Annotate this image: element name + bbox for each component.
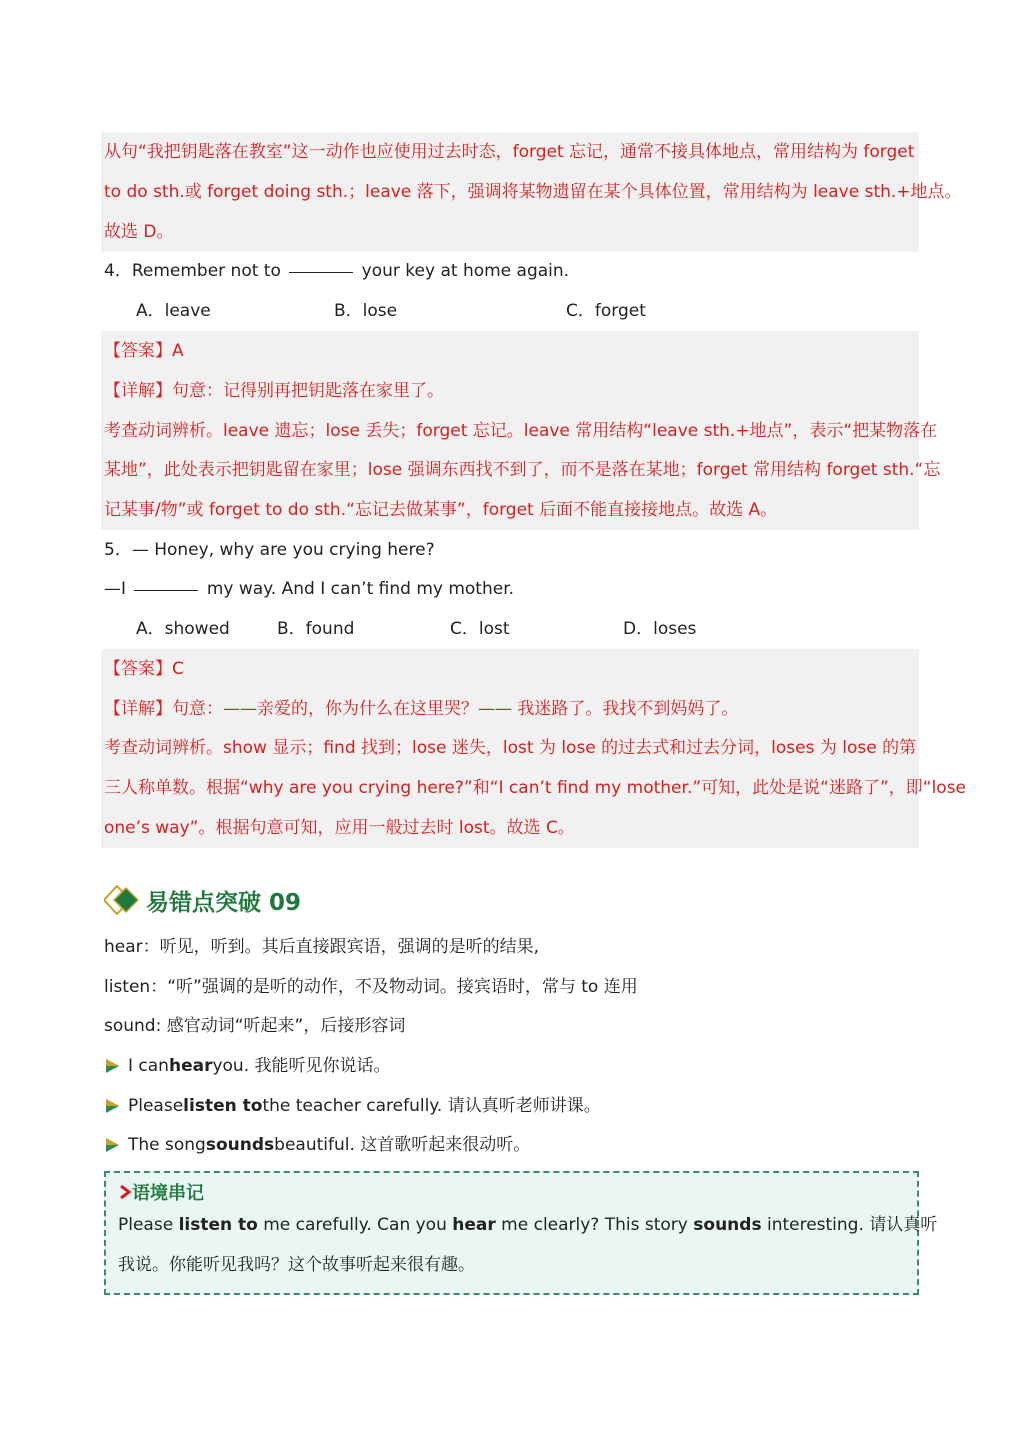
example-item [104, 1046, 391, 1086]
context-text: interesting. 请认真听 [761, 1215, 938, 1235]
context-text: me carefully. Can you [257, 1215, 453, 1235]
option-b: B．lose [334, 301, 398, 321]
option-c: C．lost [450, 619, 510, 639]
answer-blank [134, 589, 198, 591]
detail-label: 【详解】句意：记得别再把钥匙落在家里了。 [104, 381, 444, 401]
stem-text: my way. And I can’t find my mother. [206, 579, 515, 599]
explanation-line: 三人称单数。根据“why are you crying here?”和“I can’t find my mother.”可知，此处是说“迷路了”，即“lose [104, 778, 967, 798]
prev-explanation-line: to do sth.或 forget doing sth.；leave 落下，强调将某物遗留在某个具体位置，常用结构为 leave sth.+地点。 [104, 182, 962, 202]
triangle-bullet-icon [104, 1058, 120, 1074]
stem-text: your key at home again. [361, 261, 570, 281]
keyword: sounds [693, 1215, 762, 1235]
keyword: listen to [183, 1096, 263, 1116]
question-4-stem [104, 251, 569, 291]
option-d: D．loses [623, 619, 697, 639]
triangle-bullet-icon [104, 1098, 120, 1114]
definition-hear: hear：听见，听到。其后直接跟宾语，强调的是听的结果, [104, 937, 540, 957]
question-5-response [104, 569, 514, 609]
context-sentence-translation: 我说。你能听见我吗？这个故事听起来很有趣。 [118, 1255, 475, 1275]
stem-text: —I [104, 579, 127, 599]
example-text: Please [128, 1096, 184, 1116]
context-text: Please [118, 1215, 179, 1235]
keyword: listen to [178, 1215, 258, 1235]
option-a: A．leave [136, 301, 211, 321]
keyword: sounds [205, 1135, 275, 1155]
example-text: you. 我能听见你说话。 [212, 1056, 391, 1076]
keyword: hear [168, 1056, 213, 1076]
answer-label: 【答案】C [104, 659, 184, 679]
section-title: 易错点突破 09 [146, 889, 302, 916]
detail-label: 【详解】句意：——亲爱的，你为什么在这里哭？—— 我迷路了。我找不到妈妈了。 [104, 699, 739, 719]
keyword: hear [452, 1215, 496, 1235]
question-5-stem: 5．— Honey, why are you crying here? [104, 540, 435, 560]
option-b: B．found [277, 619, 355, 639]
answer-blank [289, 271, 353, 273]
example-text: the teacher carefully. 请认真听老师讲课。 [262, 1096, 601, 1116]
diamond-icon [104, 885, 140, 915]
prev-explanation-line: 故选 D。 [104, 222, 174, 242]
section-heading [104, 880, 301, 920]
example-text: The song [128, 1135, 206, 1155]
context-memory-box [104, 1171, 938, 1295]
context-text: me clearly? This story [495, 1215, 694, 1235]
context-box-heading [118, 1179, 204, 1205]
example-text: beautiful. 这首歌听起来很动听。 [274, 1135, 531, 1155]
context-box-title: 语境串记 [132, 1183, 204, 1204]
answer-label: 【答案】A [104, 341, 184, 361]
example-item [104, 1125, 530, 1165]
option-a: A．showed [136, 619, 230, 639]
prev-explanation-line: 从句“我把钥匙落在教室”这一动作也应使用过去时态，forget 忘记，通常不接具体地点，常用结构为 forget [104, 142, 915, 162]
stem-text: 4．Remember not to [104, 261, 281, 281]
triangle-bullet-icon [104, 1137, 120, 1153]
option-c: C．forget [566, 301, 646, 321]
example-item [104, 1086, 601, 1126]
definition-sound: sound: 感官动词“听起来”，后接形容词 [104, 1016, 406, 1036]
chevron-right-icon [118, 1184, 132, 1200]
definition-listen: listen：“听”强调的是听的动作，不及物动词。接宾语时，常与 to 连用 [104, 977, 638, 997]
explanation-line: one’s way”。根据句意可知，应用一般过去时 lost。故选 C。 [104, 818, 575, 838]
explanation-line: 某地”，此处表示把钥匙留在家里；lose 强调东西找不到了，而不是落在某地；forget 常用结构 forget sth.“忘 [104, 460, 941, 480]
explanation-line: 考查动词辨析。show 显示；find 找到；lose 迷失，lost 为 lose 的过去式和过去分词，loses 为 lose 的第 [104, 738, 917, 758]
explanation-line: 考查动词辨析。leave 遗忘；lose 丢失；forget 忘记。leave 常用结构“leave sth.+地点”，表示“把某物落在 [104, 421, 938, 441]
example-text: I can [128, 1056, 169, 1076]
explanation-line: 记某事/物”或 forget to do sth.“忘记去做某事”，forget 后面不能直接接地点。故选 A。 [104, 500, 778, 520]
context-sentence [118, 1205, 937, 1245]
